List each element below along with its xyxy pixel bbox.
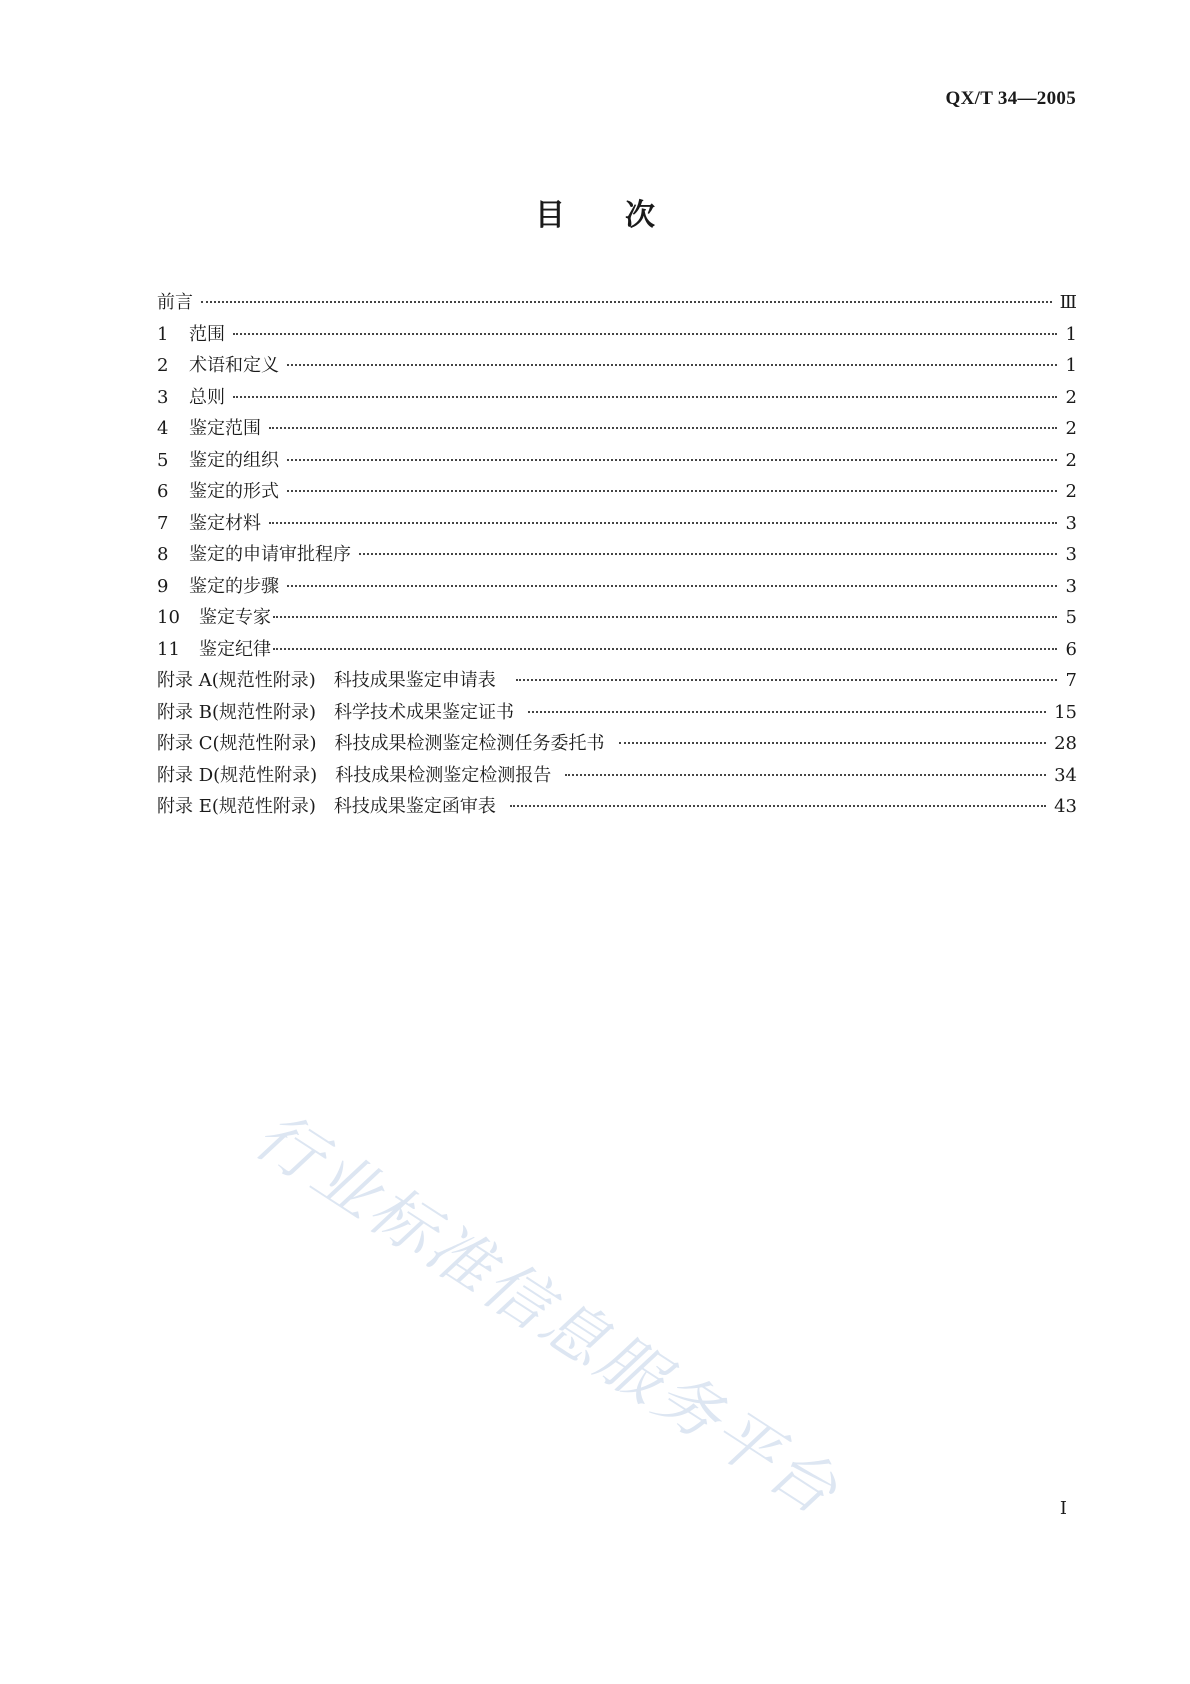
toc-entry-number: 3 [157, 386, 169, 408]
toc-entry-number: 9 [157, 575, 169, 597]
toc-entry-page: 3 [1065, 575, 1077, 597]
page-title-char-1: 目 [535, 198, 565, 233]
toc-entry-10[interactable] [157, 603, 1077, 635]
toc-annex-prefix: 附录 B(规范性附录) [157, 701, 316, 723]
toc-entry-label: 科技成果检测鉴定检测任务委托书 [334, 733, 605, 754]
toc-annex-prefix: 附录 D(规范性附录) [157, 764, 318, 786]
toc-entry-number: 1 [157, 323, 169, 345]
toc-entry-label: 科学技术成果鉴定证书 [334, 701, 514, 723]
toc-entry-4[interactable] [157, 414, 1077, 446]
toc-entry-page: 15 [1054, 701, 1077, 723]
toc-entry-page: 43 [1054, 796, 1077, 817]
toc-entry-page: 5 [1065, 607, 1077, 628]
toc-dot-leader [565, 774, 1046, 776]
toc-dot-leader [233, 333, 1057, 335]
page-number: Ⅰ [1059, 1498, 1067, 1518]
toc-entry-2[interactable] [157, 351, 1077, 383]
toc-dot-leader [269, 522, 1057, 524]
toc-entry-label: 科技成果鉴定申请表 [333, 670, 496, 691]
toc-entry-page: 2 [1065, 386, 1077, 408]
toc-dot-leader [619, 742, 1047, 744]
toc-entry-page: 1 [1065, 323, 1077, 345]
toc-entry-label: 科技成果检测鉴定检测报告 [335, 764, 552, 786]
toc-entry-11[interactable] [157, 635, 1077, 667]
toc-entry-page: 2 [1065, 449, 1077, 471]
toc-entry-1[interactable] [157, 320, 1077, 352]
page-title [0, 190, 1190, 234]
toc-entry-label: 鉴定专家 [199, 607, 271, 628]
toc-annex-prefix: 附录 C(规范性附录) [157, 733, 317, 754]
toc-entry-page: 28 [1054, 733, 1077, 754]
toc-entry-label: 鉴定范围 [189, 418, 261, 439]
toc-entry-label: 鉴定的组织 [189, 449, 279, 471]
toc-dot-leader [287, 585, 1057, 587]
toc-entry-page: 7 [1065, 670, 1077, 691]
toc-dot-leader [273, 616, 1057, 618]
toc-dot-leader [201, 301, 1052, 303]
toc-entry-page: 1 [1065, 355, 1077, 376]
toc-annex-prefix: 附录 E(规范性附录) [157, 796, 316, 817]
toc-entry-8[interactable] [157, 540, 1077, 572]
toc-entry-number: 6 [157, 481, 169, 502]
toc-dot-leader [233, 396, 1057, 398]
toc-entry-label: 范围 [189, 323, 225, 345]
toc-entry-label: 鉴定的申请审批程序 [189, 544, 351, 565]
toc-entry-page: 3 [1065, 544, 1077, 565]
toc-entry-label: 总则 [189, 386, 225, 408]
toc-entry-number: 7 [157, 512, 169, 534]
table-of-contents [157, 288, 1077, 824]
toc-entry-label: 鉴定材料 [189, 512, 261, 534]
toc-entry-number: 5 [157, 449, 169, 471]
toc-dot-leader [273, 648, 1057, 650]
page-title-char-2: 次 [625, 198, 655, 233]
toc-entry-page: 2 [1065, 481, 1077, 502]
toc-entry-number: 8 [157, 544, 169, 565]
toc-annex-prefix: 附录 A(规范性附录) [157, 670, 316, 691]
toc-entry-6[interactable] [157, 477, 1077, 509]
toc-entry-page: 2 [1065, 418, 1077, 439]
toc-entry-page: 34 [1054, 764, 1077, 786]
toc-entry-number: 4 [157, 418, 169, 439]
toc-dot-leader [510, 805, 1046, 807]
toc-dot-leader [287, 364, 1057, 366]
toc-entry-9[interactable] [157, 572, 1077, 604]
toc-entry-annex-c[interactable] [157, 729, 1077, 761]
toc-dot-leader [287, 490, 1057, 492]
toc-dot-leader [287, 459, 1057, 461]
standard-code: QX/T 34—2005 [945, 88, 1076, 109]
toc-entry-7[interactable] [157, 509, 1077, 541]
toc-entry-label: 鉴定纪律 [199, 638, 271, 660]
toc-entry-5[interactable] [157, 446, 1077, 478]
toc-entry-page: 3 [1065, 512, 1077, 534]
toc-entry-page: Ⅲ [1059, 292, 1077, 313]
toc-entry-label: 科技成果鉴定函审表 [333, 796, 496, 817]
toc-entry-annex-d[interactable] [157, 761, 1077, 793]
toc-dot-leader [516, 679, 1057, 681]
toc-dot-leader [359, 553, 1057, 555]
toc-entry-foreword[interactable] [157, 288, 1077, 320]
toc-entry-label: 术语和定义 [189, 355, 279, 376]
toc-entry-label: 鉴定的步骤 [189, 575, 279, 597]
watermark: 行业标准信息服务平台 [241, 1098, 853, 1531]
toc-dot-leader [269, 427, 1057, 429]
toc-entry-number: 11 [157, 638, 180, 660]
toc-dot-leader [528, 711, 1046, 713]
toc-entry-page: 6 [1065, 638, 1077, 660]
toc-entry-number: 2 [157, 355, 169, 376]
toc-entry-annex-e[interactable] [157, 792, 1077, 824]
toc-entry-label: 前言 [157, 292, 193, 313]
toc-entry-label: 鉴定的形式 [189, 481, 279, 502]
toc-entry-3[interactable] [157, 383, 1077, 415]
toc-entry-number: 10 [157, 607, 180, 628]
toc-entry-annex-b[interactable] [157, 698, 1077, 730]
toc-entry-annex-a[interactable] [157, 666, 1077, 698]
